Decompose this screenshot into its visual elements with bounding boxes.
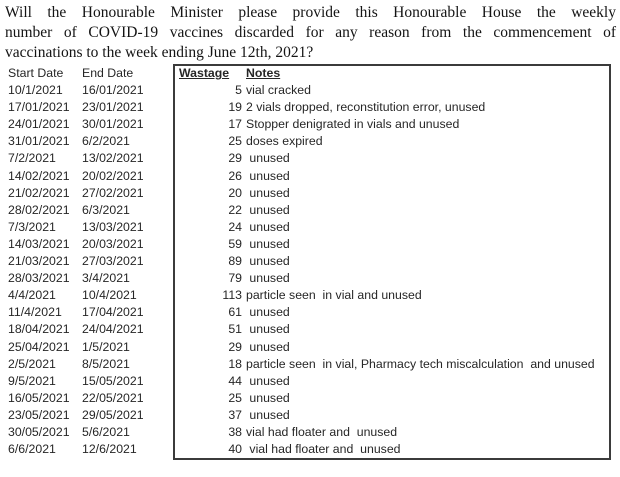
cell-notes: unused [246,219,290,234]
cell-end-date: 27/03/2021 [82,254,144,269]
table-row [0,441,620,458]
cell-start-date: 28/02/2021 [8,202,70,217]
cell-wastage: 51 [228,322,242,337]
cell-notes: unused [246,373,290,388]
question-line: number of COVID-19 vaccines discarded for any reason from the commencement of [5,24,616,41]
cell-start-date: 16/05/2021 [8,390,70,405]
table-row [0,150,620,167]
cell-end-date: 22/05/2021 [82,390,144,405]
cell-end-date: 27/02/2021 [82,185,144,200]
cell-notes: doses expired [246,134,323,149]
cell-wastage: 25 [228,134,242,149]
cell-start-date: 7/3/2021 [8,219,56,234]
cell-notes: vial had floater and unused [246,424,398,439]
table-header-row [0,65,620,82]
cell-end-date: 29/05/2021 [82,407,144,422]
cell-notes: unused [246,407,290,422]
cell-start-date: 9/5/2021 [8,373,56,388]
cell-notes: unused [246,339,290,354]
cell-end-date: 8/5/2021 [82,356,130,371]
table-row [0,116,620,133]
cell-wastage: 61 [228,305,242,320]
cell-end-date: 3/4/2021 [82,271,130,286]
cell-notes: unused [246,322,290,337]
cell-notes: unused [246,236,290,251]
cell-start-date: 14/03/2021 [8,236,70,251]
cell-end-date: 30/01/2021 [82,117,144,132]
cell-wastage: 19 [228,100,242,115]
table-row [0,133,620,150]
cell-wastage: 26 [228,168,242,183]
cell-end-date: 20/03/2021 [82,236,144,251]
cell-notes: unused [246,271,290,286]
cell-wastage: 59 [228,236,242,251]
cell-wastage: 37 [228,407,242,422]
cell-wastage: 17 [228,117,242,132]
table-row [0,407,620,424]
table-row [0,390,620,407]
cell-end-date: 24/04/2021 [82,322,144,337]
cell-wastage: 40 [228,442,242,457]
question-line: vaccinations to the week ending June 12th, 2021? [5,44,314,61]
cell-start-date: 14/02/2021 [8,168,70,183]
cell-end-date: 12/6/2021 [82,442,137,457]
cell-start-date: 2/5/2021 [8,356,56,371]
cell-wastage: 113 [222,288,242,303]
table-row [0,339,620,356]
cell-start-date: 25/04/2021 [8,339,70,354]
table-row [0,373,620,390]
cell-notes: unused [246,254,290,269]
table-row [0,287,620,304]
cell-end-date: 17/04/2021 [82,305,144,320]
cell-notes: particle seen in vial and unused [246,288,422,303]
cell-start-date: 17/01/2021 [8,100,70,115]
cell-end-date: 20/02/2021 [82,168,144,183]
cell-wastage: 25 [228,390,242,405]
table-row [0,99,620,116]
cell-end-date: 6/2/2021 [82,134,130,149]
cell-start-date: 4/4/2021 [8,288,56,303]
cell-notes: vial cracked [246,83,311,98]
cell-wastage: 38 [228,424,242,439]
cell-start-date: 28/03/2021 [8,271,70,286]
cell-end-date: 10/4/2021 [82,288,137,303]
cell-start-date: 10/1/2021 [8,83,63,98]
cell-wastage: 29 [228,151,242,166]
table-row [0,219,620,236]
cell-start-date: 24/01/2021 [8,117,70,132]
col-header-end-date: End Date [82,66,134,80]
cell-notes: unused [246,168,290,183]
cell-start-date: 21/03/2021 [8,254,70,269]
cell-notes: unused [246,202,290,217]
col-header-start-date: Start Date [8,66,64,80]
cell-notes: Stopper denigrated in vials and unused [246,117,460,132]
cell-notes: unused [246,390,290,405]
cell-wastage: 20 [228,185,242,200]
cell-start-date: 21/02/2021 [8,185,70,200]
table-row [0,253,620,270]
cell-wastage: 29 [228,339,242,354]
cell-start-date: 23/05/2021 [8,407,70,422]
question-text [5,3,616,63]
cell-start-date: 18/04/2021 [8,322,70,337]
col-header-notes: Notes [246,66,281,80]
table-row [0,185,620,202]
cell-wastage: 89 [228,254,242,269]
table-row [0,270,620,287]
cell-wastage: 24 [228,219,242,234]
cell-start-date: 7/2/2021 [8,151,56,166]
table-row [0,321,620,338]
vaccine-wastage-table [0,64,620,464]
cell-wastage: 44 [228,373,242,388]
cell-end-date: 13/03/2021 [82,219,144,234]
cell-start-date: 31/01/2021 [8,134,70,149]
cell-wastage: 79 [228,271,242,286]
table-row [0,82,620,99]
cell-start-date: 6/6/2021 [8,442,56,457]
cell-notes: 2 vials dropped, reconstitution error, unused [246,100,486,115]
cell-notes: unused [246,151,290,166]
table-rows [0,82,620,458]
table-row [0,168,620,185]
table-row [0,304,620,321]
cell-start-date: 11/4/2021 [8,305,62,320]
cell-wastage: 22 [228,202,242,217]
table-row [0,236,620,253]
cell-notes: vial had floater and unused [246,442,401,457]
cell-end-date: 23/01/2021 [82,100,144,115]
cell-end-date: 16/01/2021 [82,83,144,98]
cell-end-date: 1/5/2021 [82,339,130,354]
cell-notes: particle seen in vial, Pharmacy tech miscalculation and unused [246,356,595,371]
cell-end-date: 15/05/2021 [82,373,144,388]
cell-wastage: 18 [228,356,242,371]
cell-wastage: 5 [235,83,242,98]
table-row [0,356,620,373]
cell-notes: unused [246,305,290,320]
question-line: Will the Honourable Minister please provide this Honourable House the weekly [5,4,616,21]
col-header-wastage: Wastage [179,66,230,80]
cell-end-date: 13/02/2021 [82,151,144,166]
cell-end-date: 5/6/2021 [82,424,130,439]
cell-notes: unused [246,185,290,200]
table-row [0,202,620,219]
cell-end-date: 6/3/2021 [82,202,130,217]
table-row [0,424,620,441]
cell-start-date: 30/05/2021 [8,424,70,439]
